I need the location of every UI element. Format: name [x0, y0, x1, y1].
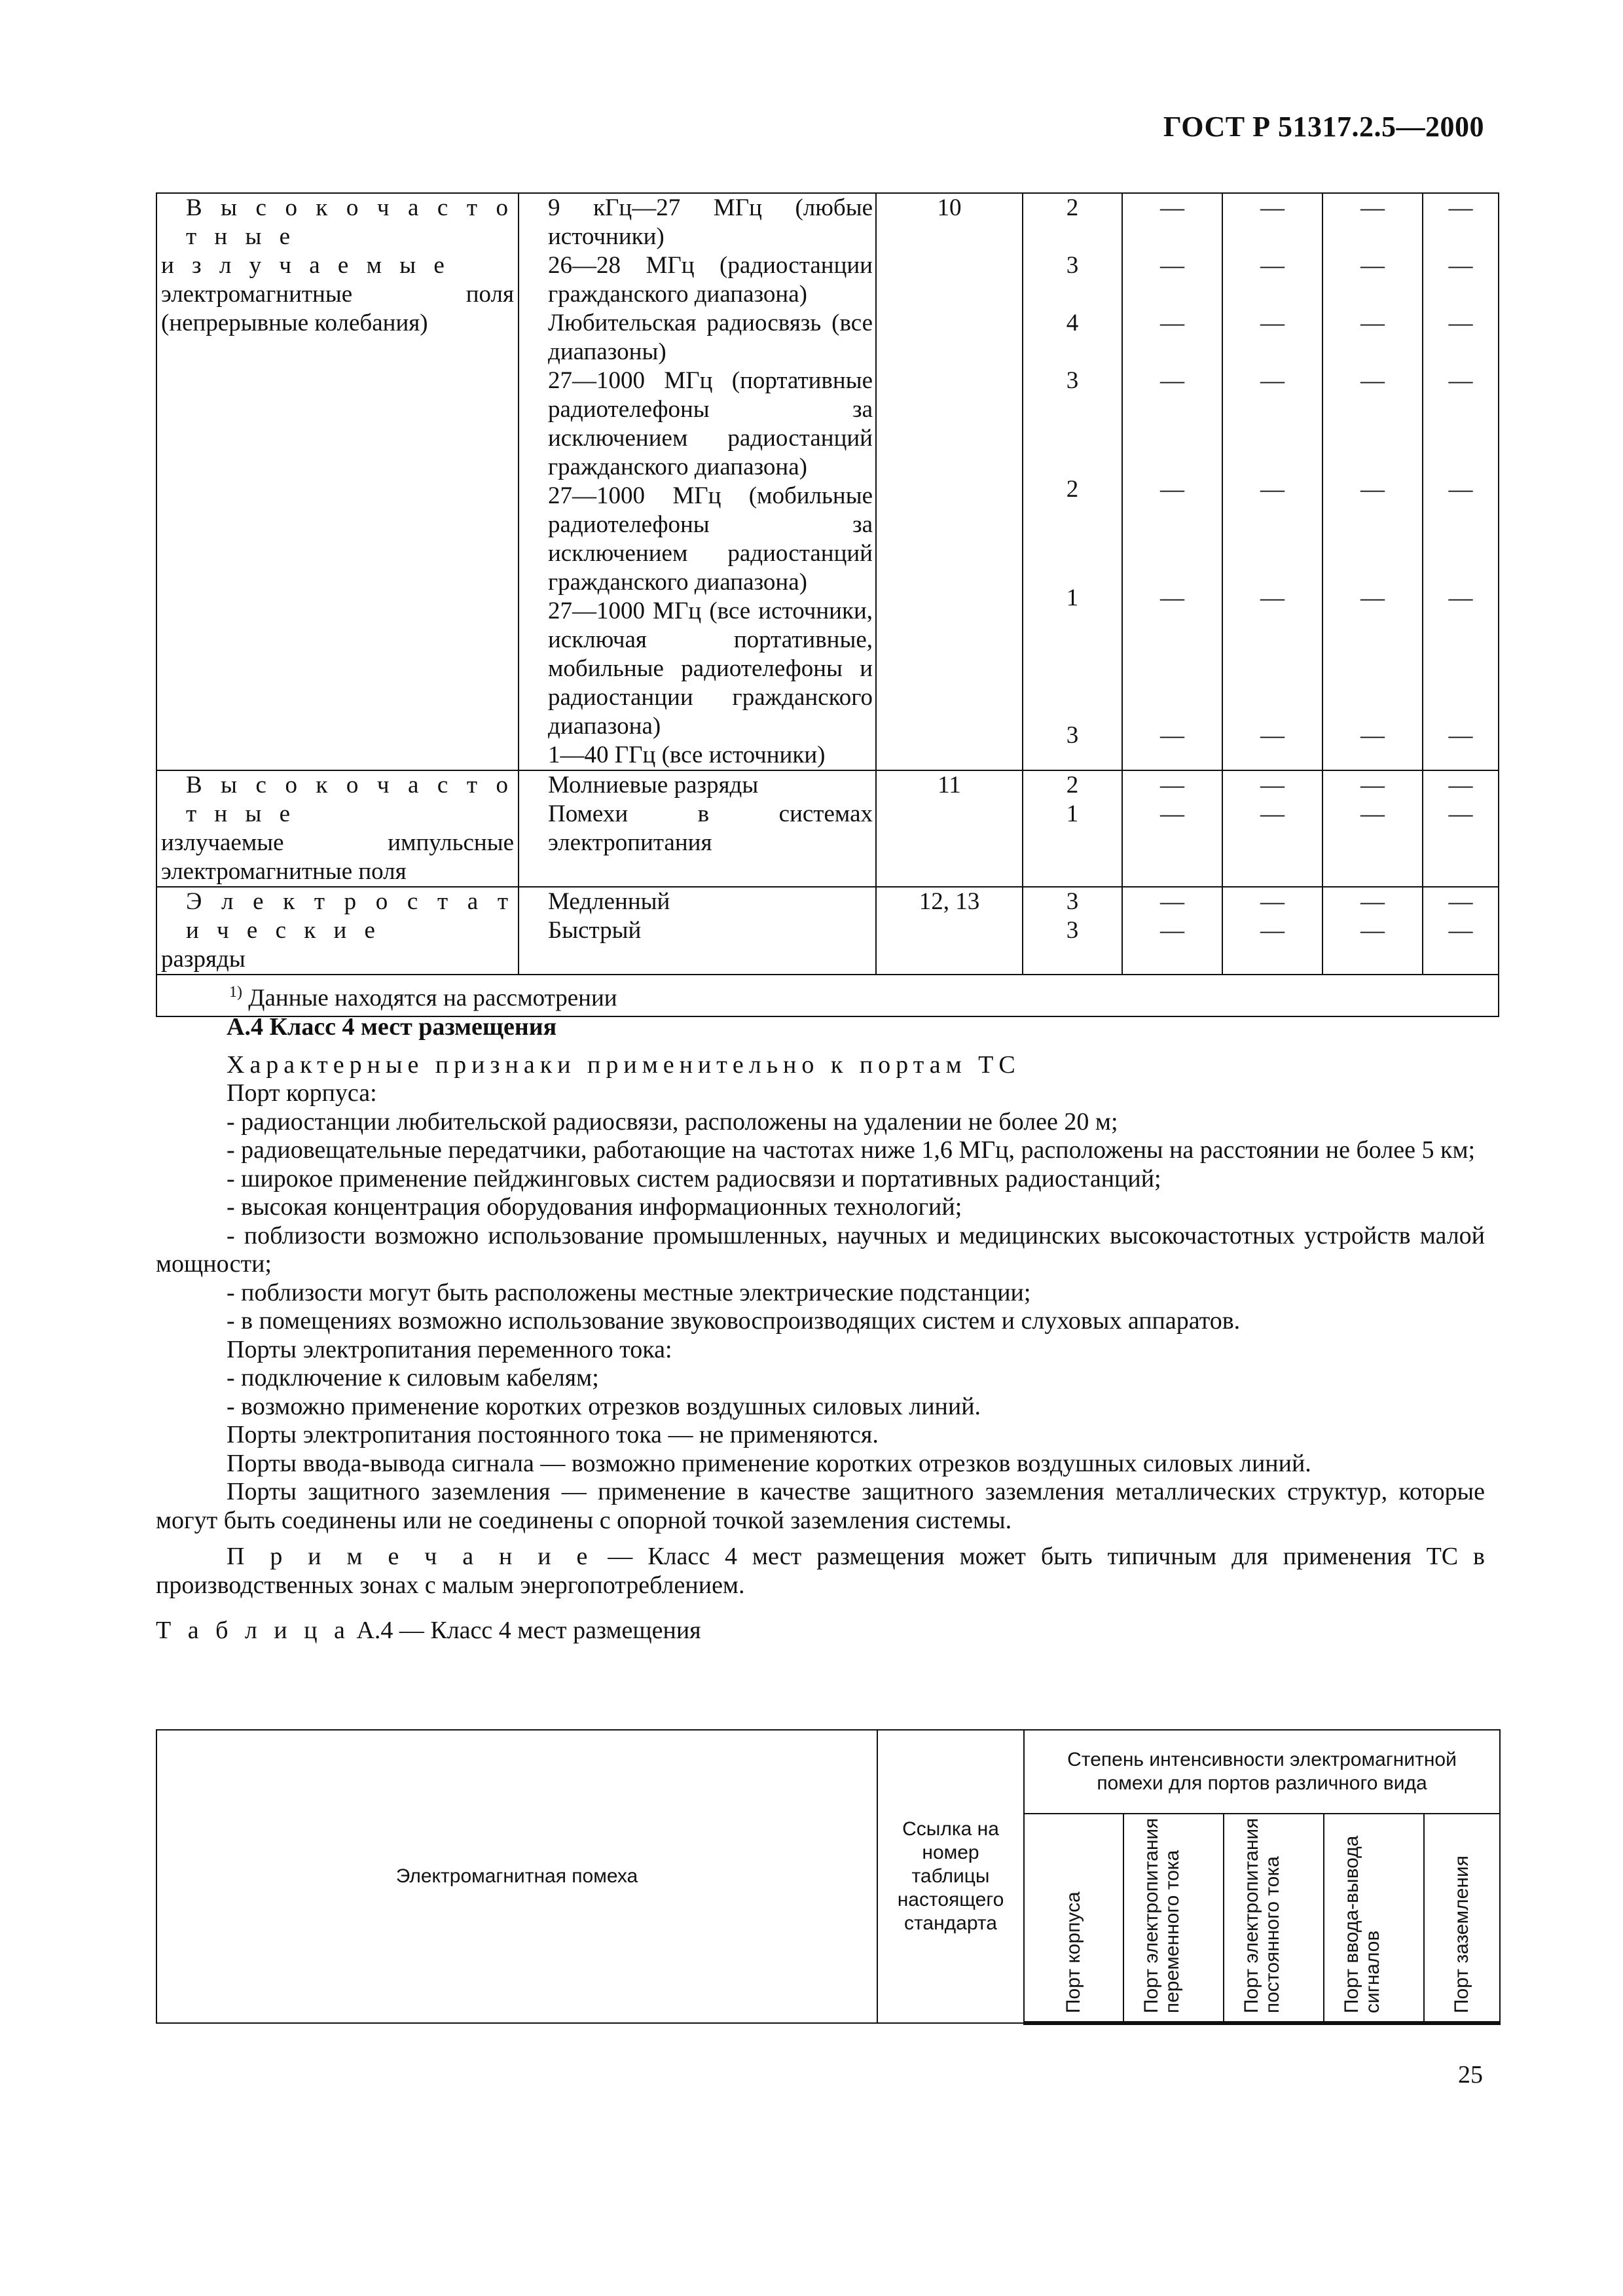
col-ref-header: Ссылка на номер таблицы настоящего стандарта [877, 1730, 1024, 2023]
table-caption-text: А.4 — Класс 4 мест размещения [350, 1617, 701, 1644]
level-cell: — — [1423, 770, 1499, 887]
paragraph: - высокая концентрация оборудования информационных технологий; [227, 1193, 962, 1221]
section-subheading: Характерные признаки применительно к портам ТС [227, 1050, 1021, 1079]
note-label: П р и м е ч а н и е [227, 1543, 593, 1570]
footnote-text: Данные находятся на рассмотрении [248, 984, 617, 1012]
note-text: — Класс 4 мест размещения может быть типичным для применения ТС в производственных зонах с малым энергопотреблением. [156, 1543, 1485, 1599]
section-a4 [156, 1013, 1485, 1645]
ref-cell: 10 [876, 193, 1023, 770]
source-cell: Медленный Быстрый [519, 887, 876, 975]
level-cell: — — [1122, 770, 1222, 887]
phenomenon-cell: В ы с о к о ч а с т о т н ы е и з л у ч а е м ы е электромагнитные поля (непрерывные колебания) [156, 193, 519, 770]
paragraph: - возможно применение коротких отрезков воздушных силовых линий. [227, 1392, 981, 1420]
level-cell: — — — — — — — [1322, 193, 1423, 770]
table-caption [156, 1617, 1485, 1645]
paragraph: - поблизости возможно использование промышленных, научных и медицинских высокочастотных устройств малой мощности; [156, 1221, 1485, 1278]
level-cell: — — [1222, 887, 1322, 975]
table-caption-label: Т а б л и ц а [156, 1617, 350, 1644]
port-header: Порт заземления [1424, 1814, 1500, 2023]
ref-cell: 11 [876, 770, 1023, 887]
col-group-header: Степень интенсивности электромагнитной помехи для портов различного вида [1024, 1730, 1500, 1814]
paragraph: Порты ввода-вывода сигнала — возможно применение коротких отрезков воздушных силовых линий. [227, 1449, 1311, 1477]
ref-cell: 12, 13 [876, 887, 1023, 975]
section-heading: А.4 Класс 4 мест размещения [227, 1013, 557, 1041]
paragraph: Порты электропитания переменного тока: [227, 1335, 672, 1363]
port-header: Порт электропитания переменного тока [1123, 1814, 1224, 2023]
level-cell: — — [1122, 887, 1222, 975]
col-phenomenon-header: Электромагнитная помеха [156, 1730, 877, 2023]
paragraph: - широкое применение пейджинговых систем радиосвязи и портативных радиостанций; [227, 1164, 1161, 1193]
level-cell: — — [1322, 887, 1423, 975]
port-header: Порт корпуса [1024, 1814, 1123, 2023]
paragraph: - радиовещательные передатчики, работающие на частотах ниже 1,6 МГц, расположены на расстоянии не более 5 км; [227, 1136, 1476, 1164]
footnote-mark: 1) [229, 984, 242, 1001]
footnote-row [156, 975, 1499, 1016]
level-cell: — — [1423, 887, 1499, 975]
level-cell: — — — — — — — [1423, 193, 1499, 770]
level-cell: — — — — — — — [1122, 193, 1222, 770]
note [156, 1543, 1485, 1600]
phenomenon-cell: Э л е к т р о с т а т и ч е с к и е разряды [156, 887, 519, 975]
level-cell: — — — — — — — [1222, 193, 1322, 770]
paragraph: - радиостанции любительской радиосвязи, расположены на удалении не более 20 м; [227, 1107, 1118, 1136]
paragraph: Порты электропитания постоянного тока — не применяются. [227, 1421, 879, 1448]
paragraph: - подключение к силовым кабелям; [227, 1364, 599, 1391]
port-header: Порт электропитания постоянного тока [1224, 1814, 1324, 2023]
table-row [156, 887, 1499, 975]
table-a4-header [156, 1729, 1501, 2025]
source-cell: Молниевые разряды Помехи в системах электропитания [519, 770, 876, 887]
document-code: ГОСТ Р 51317.2.5—2000 [1163, 111, 1484, 143]
paragraph: - поблизости могут быть расположены местные электрические подстанции; [227, 1278, 1031, 1306]
page-number: 25 [1458, 2061, 1483, 2089]
table-row [156, 193, 1499, 770]
level-cell: — — [1322, 770, 1423, 887]
table-continuation [156, 192, 1499, 1017]
level-cell: 2 3 4 3 2 1 3 [1023, 193, 1122, 770]
level-cell: 3 3 [1023, 887, 1122, 975]
paragraph: Порт корпуса: [227, 1079, 377, 1107]
phenomenon-cell: В ы с о к о ч а с т о т н ы е излучаемые импульсные электромагнитные поля [156, 770, 519, 887]
paragraph: Порты защитного заземления — применение в качестве защитного заземления металлических структур, которые могут быть соединены или не соединены с опорной точкой заземления системы. [156, 1478, 1485, 1534]
port-header: Порт ввода-вывода сигналов [1324, 1814, 1424, 2023]
paragraph: - в помещениях возможно использование звуковоспроизводящих систем и слуховых аппаратов. [227, 1307, 1241, 1335]
level-cell: — — [1222, 770, 1322, 887]
level-cell: 2 1 [1023, 770, 1122, 887]
source-cell: 9 кГц—27 МГц (любые источники) 26—28 МГц (радиостанции гражданского диапазона) Любительская радиосвязь (все диапазоны) 27—1000 МГц (портативные радиотелефоны за исключением радиостанций гражданского диапазона) 27—1000 МГц (мобильные радиотелефоны за исключением радиостанций гражданского диапазона) 27—1000 МГц (все источники, исключая портативные, мобильные радиотелефоны и радиостанции гражданского диапазона) 1—40 ГГц (все источники) [519, 193, 876, 770]
table-row [156, 770, 1499, 887]
